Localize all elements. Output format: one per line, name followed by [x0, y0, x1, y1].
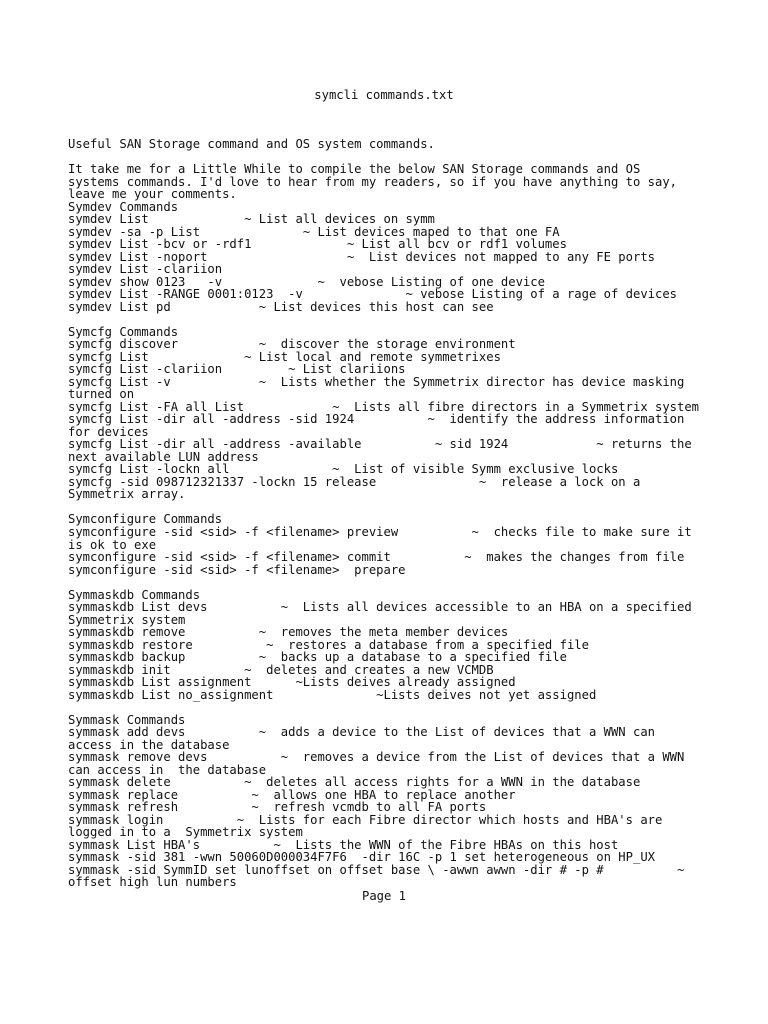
- text-line: symmaskdb List no_assignment ~Lists deives not yet assigned: [68, 687, 597, 702]
- text-line: symconfigure -sid <sid> -f <filename> commit ~ makes the changes from file: [68, 550, 685, 565]
- text-line: Symcfg Commands: [68, 324, 179, 339]
- text-line: symdev List ~ List all devices on symm: [68, 212, 435, 227]
- text-line: symmask add devs ~ adds a device to the List of devices that a WWN can: [68, 725, 655, 740]
- text-line: symmask refresh ~ refresh vcmdb to all FA ports: [68, 800, 487, 815]
- text-line: Symmask Commands: [68, 712, 186, 727]
- text-line: Symmetrix array.: [68, 487, 186, 502]
- blank-line: [68, 313, 748, 326]
- text-line: can access in the database: [68, 762, 267, 777]
- text-line: symmask -sid SymmID set lunoffset on offset base \ -awwn awwn -dir # -p # ~: [68, 862, 685, 877]
- text-line: systems commands. I'd love to hear from my readers, so if you have anything to say,: [68, 174, 678, 189]
- text-line: symdev List -bcv or -rdf1 ~ List all bcv or rdf1 volumes: [68, 237, 567, 252]
- text-line: symmask List HBA's ~ Lists the WWN of the Fibre HBAs on this host: [68, 837, 619, 852]
- blank-line: [68, 701, 748, 714]
- text-line: symdev List -noport ~ List devices not mapped to any FE ports: [68, 249, 655, 264]
- text-line: symmaskdb restore ~ restores a database from a specified file: [68, 637, 589, 652]
- text-line: turned on: [68, 387, 135, 402]
- text-line: offset high lun numbers: [68, 875, 237, 890]
- text-line: symdev List -clariion: [68, 262, 223, 277]
- text-line: next available LUN address: [68, 449, 259, 464]
- text-line: symcfg List -dir all -address -available ~ sid 1924 ~ returns the: [68, 437, 692, 452]
- text-line: for devices: [68, 424, 149, 439]
- text-line: Symconfigure Commands: [68, 512, 223, 527]
- text-line: is ok to exe: [68, 537, 157, 552]
- text-line: access in the database: [68, 737, 230, 752]
- text-line: symdev List pd ~ List devices this host can see: [68, 299, 494, 314]
- text-line: symmaskdb init ~ deletes and creates a new VCMDB: [68, 662, 494, 677]
- text-line: symcfg List -FA all List ~ Lists all fibre directors in a Symmetrix system: [68, 399, 700, 414]
- text-line: symdev -sa -p List ~ List devices maped to that one FA: [68, 224, 560, 239]
- text-line: symconfigure -sid <sid> -f <filename> preview ~ checks file to make sure it: [68, 524, 692, 539]
- text-line: symmask login ~ Lists for each Fibre director which hosts and HBA's are: [68, 812, 663, 827]
- text-line: symmask replace ~ allows one HBA to replace another: [68, 787, 516, 802]
- document-title: symcli commands.txt: [314, 88, 454, 102]
- text-line: symcfg List -lockn all ~ List of visible Symm exclusive locks: [68, 462, 619, 477]
- text-line: Useful SAN Storage command and OS system commands.: [68, 137, 435, 151]
- blank-line: [68, 576, 748, 589]
- text-line: symcfg -sid 098712321337 -lockn 15 release ~ release a lock on a: [68, 474, 641, 489]
- text-line: symmask delete ~ deletes all access rights for a WWN in the database: [68, 775, 641, 790]
- text-line: symmask -sid 381 -wwn 50060D000034F7F6 -dir 16C -p 1 set heterogeneous on HP_UX: [68, 850, 655, 865]
- text-line: symdev show 0123 -v ~ vebose Listing of one device: [68, 274, 545, 289]
- text-line: symconfigure -sid <sid> -f <filename> prepare: [68, 562, 406, 577]
- text-line: symmaskdb remove ~ removes the meta member devices: [68, 625, 509, 640]
- text-line: Symmetrix system: [68, 612, 186, 627]
- text-line: symmaskdb List devs ~ Lists all devices accessible to an HBA on a specified: [68, 600, 692, 615]
- text-line: symmask remove devs ~ removes a device from the List of devices that a WWN: [68, 750, 685, 765]
- text-line: symdev List -RANGE 0001:0123 -v ~ vebose Listing of a rage of devices: [68, 287, 678, 302]
- text-line: symcfg List -dir all -address -sid 1924 ~ identify the address information: [68, 412, 685, 427]
- text-line: Symdev Commands: [68, 199, 179, 214]
- text-line: symmaskdb backup ~ backs up a database to a specified file: [68, 650, 567, 665]
- text-line: symmaskdb List assignment ~Lists deives already assigned: [68, 675, 516, 690]
- text-line: leave me your comments.: [68, 187, 237, 202]
- text-line: symcfg List ~ List local and remote symmetrixes: [68, 349, 501, 364]
- text-line: symcfg discover ~ discover the storage environment: [68, 337, 516, 352]
- text-line: logged in to a Symmetrix system: [68, 825, 303, 840]
- page-number: Page 1: [361, 889, 407, 903]
- text-line: symcfg List -clariion ~ List clariions: [68, 362, 406, 377]
- text-line: Symmaskdb Commands: [68, 587, 201, 602]
- document-body: [68, 138, 748, 889]
- text-line: It take me for a Little While to compile the below SAN Storage commands and OS: [68, 162, 641, 177]
- text-line: symcfg List -v ~ Lists whether the Symmetrix director has device masking: [68, 374, 685, 389]
